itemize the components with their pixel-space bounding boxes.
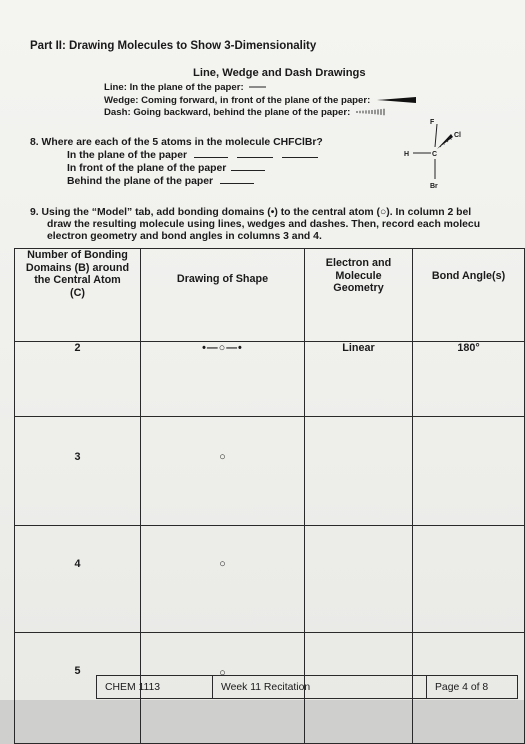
- vsepr-table: [14, 248, 525, 744]
- footer-page-number: Page 4 of 8: [435, 681, 489, 693]
- legend-line-label: Line: In the plane of the paper:: [104, 82, 244, 93]
- atom-label-cl: Cl: [454, 132, 461, 139]
- header-drawing-of-shape: Drawing of Shape: [141, 249, 305, 342]
- atom-label-br: Br: [430, 183, 438, 190]
- question-9-line3: electron geometry and bond angles in columns 3 and 4.: [47, 231, 322, 242]
- header-bond-angles: Bond Angle(s): [413, 249, 525, 342]
- legend-wedge-label: Wedge: Coming forward, in front of the plane of the paper:: [104, 95, 371, 106]
- table-row: [15, 526, 525, 633]
- atom-label-h: H: [404, 151, 410, 158]
- legend-line: [104, 82, 267, 94]
- central-atom-symbol: ○: [219, 667, 226, 679]
- table-row: [15, 417, 525, 526]
- bond-angle-cell[interactable]: 180°: [413, 342, 525, 417]
- central-atom-symbol: ○: [219, 451, 226, 463]
- legend-wedge: [104, 95, 417, 107]
- shape-cell[interactable]: [141, 417, 305, 526]
- answer-blank[interactable]: [194, 157, 228, 158]
- shape-cell[interactable]: [141, 526, 305, 633]
- page-footer: [96, 675, 518, 699]
- header-geometry: Electron and Molecule Geometry: [305, 249, 413, 342]
- answer-blank[interactable]: [282, 157, 318, 158]
- question-9-line2: draw the resulting molecule using lines, wedges and dashes. Then, record each molecu: [47, 219, 481, 230]
- part-title: Part II: Drawing Molecules to Show 3-Dimensionality: [30, 40, 317, 52]
- q8-item-plane: In the plane of the paper: [67, 150, 318, 162]
- legend-dash-label: Dash: Going backward, behind the plane of the paper:: [104, 107, 351, 118]
- q8-item-front: In front of the plane of the paper: [67, 163, 265, 175]
- bonding-domains-cell: 2: [15, 342, 141, 417]
- header-bonding-domains: Number of Bonding Domains (B) around the Central Atom (C): [15, 249, 141, 342]
- shape-drawing: •—○—•: [202, 342, 243, 354]
- legend-dash: [104, 107, 386, 119]
- bond-angle-cell[interactable]: [413, 417, 525, 526]
- bonding-domains-cell: 4: [15, 526, 141, 633]
- central-atom-symbol: ○: [219, 558, 226, 570]
- table-header-row: [15, 249, 525, 342]
- table-row: [15, 342, 525, 417]
- shape-cell[interactable]: [141, 342, 305, 417]
- geometry-cell[interactable]: [305, 417, 413, 526]
- bond-angle-cell[interactable]: [413, 526, 525, 633]
- q8-item-behind: Behind the plane of the paper: [67, 176, 254, 188]
- dash-symbol-icon: [356, 108, 386, 116]
- question-9-line1: 9. Using the “Model” tab, add bonding domains (•) to the central atom (○). In column 2 bel: [30, 207, 472, 218]
- line-symbol-icon: [249, 84, 267, 90]
- answer-blank[interactable]: [237, 157, 273, 158]
- wedge-symbol-icon: [377, 96, 417, 104]
- footer-week: Week 11 Recitation: [213, 676, 427, 698]
- geometry-cell[interactable]: [305, 526, 413, 633]
- answer-blank[interactable]: [220, 183, 254, 184]
- bonding-domains-cell: 5: [15, 633, 141, 744]
- answer-blank[interactable]: [231, 170, 265, 171]
- atom-label-f: F: [430, 119, 435, 126]
- atom-label-c: C: [432, 151, 438, 158]
- question-8: 8. Where are each of the 5 atoms in the molecule CHFClBr?: [30, 137, 323, 148]
- geometry-cell[interactable]: Linear: [305, 342, 413, 417]
- section-subtitle: Line, Wedge and Dash Drawings: [193, 67, 366, 79]
- bonding-domains-cell: 3: [15, 417, 141, 526]
- footer-course: CHEM 1113: [97, 676, 213, 698]
